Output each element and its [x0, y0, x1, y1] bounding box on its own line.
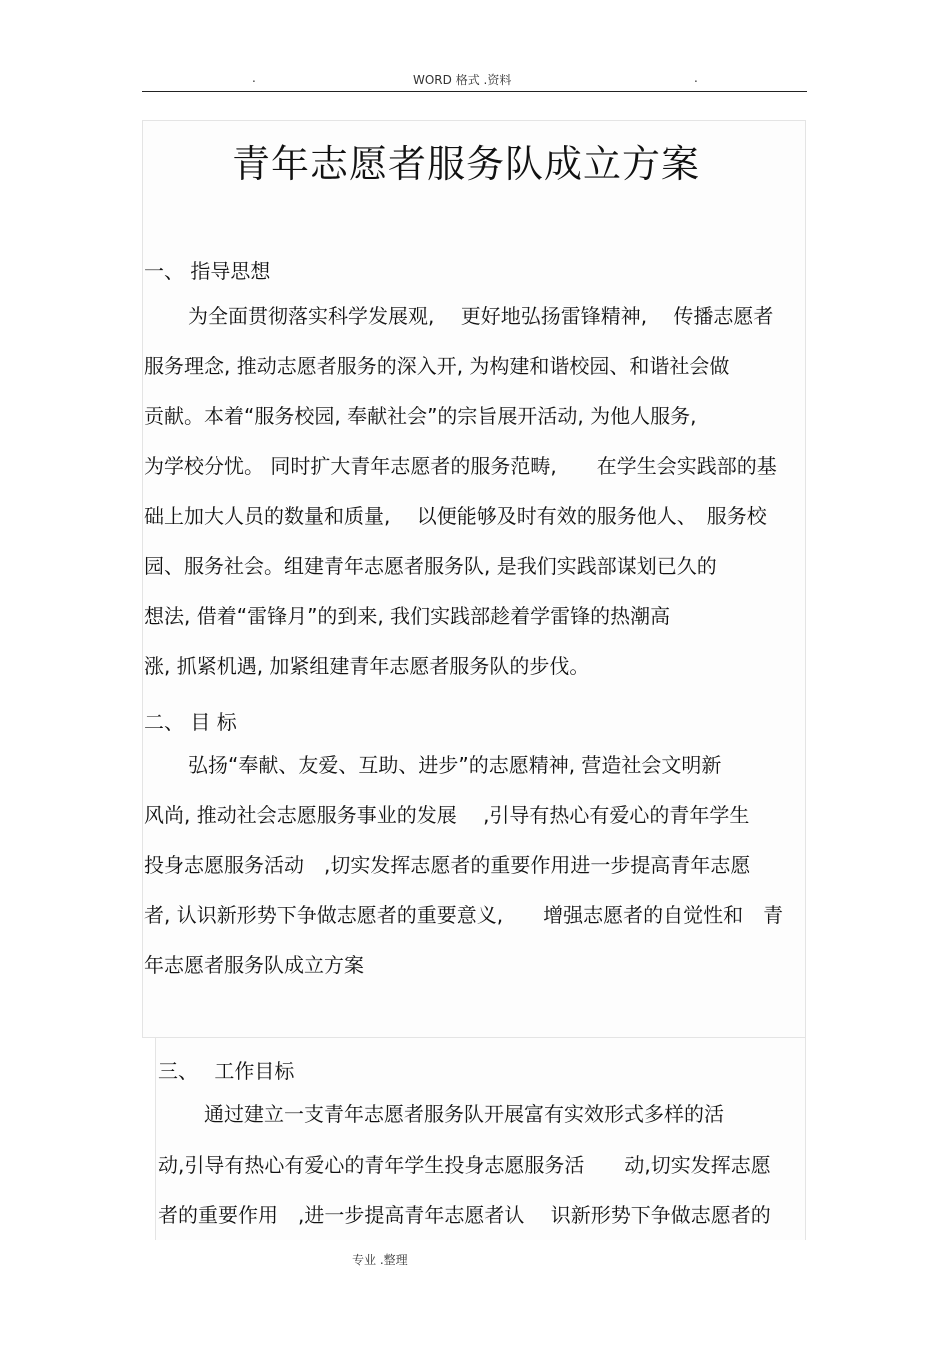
- paragraph-line: 风尚, 推动社会志愿服务事业的发展 ,引导有热心有爱心的青年学生: [144, 803, 750, 827]
- page-footer: 专业 .整理: [352, 1253, 408, 1267]
- section-heading-work-goals: 三、 工作目标: [158, 1059, 295, 1083]
- header-left-dot: .: [252, 71, 256, 85]
- paragraph-line: 弘扬“奉献、友爱、互助、进步”的志愿精神, 营造社会文明新: [188, 753, 722, 777]
- header-rule: [142, 91, 807, 92]
- paragraph-line: 动,引导有热心有爱心的青年学生投身志愿服务活 动,切实发挥志愿: [158, 1153, 771, 1177]
- paragraph-line: 涨, 抓紧机遇, 加紧组建青年志愿者服务队的步伐。: [144, 654, 590, 678]
- paragraph-line: 通过建立一支青年志愿者服务队开展富有实效形式多样的活: [204, 1102, 724, 1126]
- paragraph-line: 投身志愿服务活动 ,切实发挥志愿者的重要作用进一步提高青年志愿: [144, 853, 751, 877]
- paragraph-line: 为全面贯彻落实科学发展观, 更好地弘扬雷锋精神, 传播志愿者: [188, 304, 774, 328]
- header-label: WORD 格式 .资料: [413, 73, 512, 87]
- paragraph-line: 础上加大人员的数量和质量, 以便能够及时有效的服务他人、 服务校: [144, 504, 767, 528]
- section-heading-goals: 二、 目 标: [144, 710, 237, 734]
- paragraph-line: 者, 认识新形势下争做志愿者的重要意义, 增强志愿者的自觉性和 青: [144, 903, 784, 927]
- paragraph-line: 服务理念, 推动志愿者服务的深入开, 为构建和谐校园、和谐社会做: [144, 354, 730, 378]
- header-right-dot: .: [694, 71, 698, 85]
- section-heading-guiding-thought: 一、 指导思想: [144, 259, 271, 283]
- paragraph-line: 园、服务社会。组建青年志愿者服务队, 是我们实践部谋划已久的: [144, 554, 717, 578]
- paragraph-line: 想法, 借着“雷锋月”的到来, 我们实践部趁着学雷锋的热潮高: [144, 604, 671, 628]
- paragraph-line: 贡献。本着“服务校园, 奉献社会”的宗旨展开活动, 为他人服务,: [144, 404, 697, 428]
- paragraph-line: 为学校分忧。 同时扩大青年志愿者的服务范畴, 在学生会实践部的基: [144, 454, 777, 478]
- paragraph-line: 者的重要作用 ,进一步提高青年志愿者认 识新形势下争做志愿者的: [158, 1203, 771, 1227]
- document-title: 青年志愿者服务队成立方案: [232, 142, 701, 186]
- paragraph-line: 年志愿者服务队成立方案: [144, 953, 364, 977]
